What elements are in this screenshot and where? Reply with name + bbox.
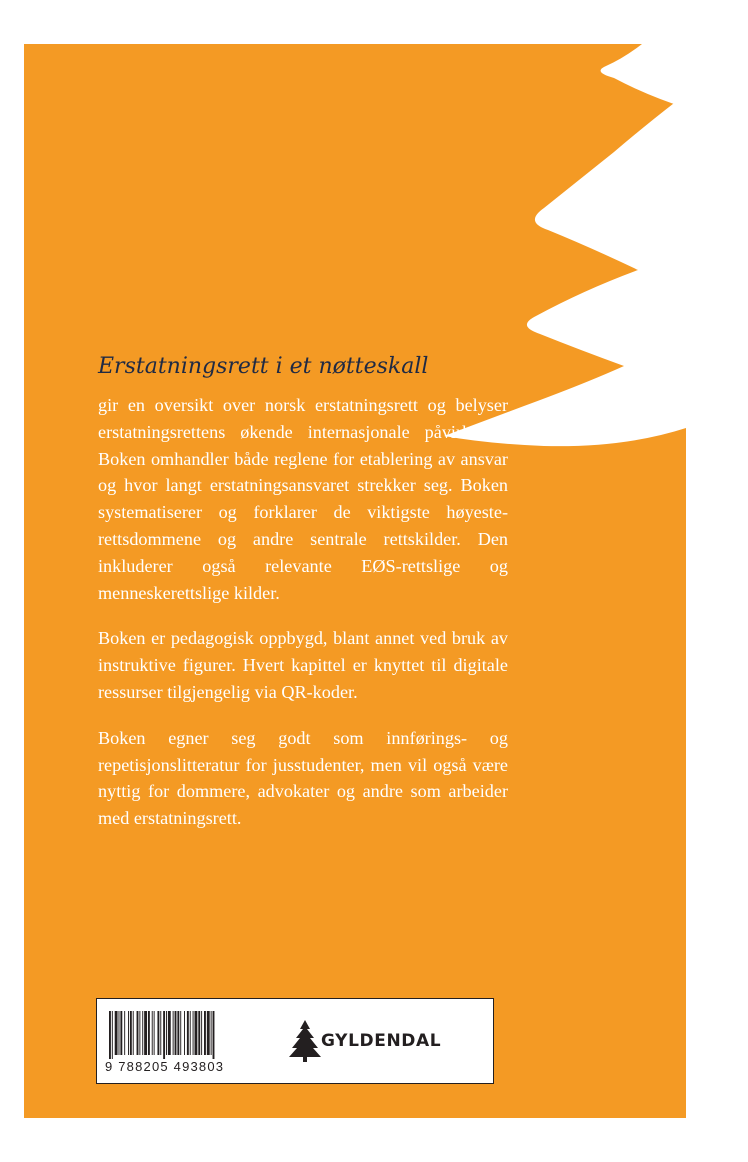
tree-icon [287, 1019, 323, 1063]
book-title: Erstatningsrett i et nøtteskall [98, 354, 429, 379]
barcode-icon [109, 1011, 245, 1059]
blurb-paragraph-2: Boken er pedagogisk oppbygd, blant annet ved bruk av instruktive figurer. Hvert kapittel er knyttet til digitale ressurser tilgjengelig via QR-koder. [98, 628, 508, 702]
blurb-paragraph-1: gir en oversikt over norsk erstatningsrett og belyser erstatningsrettens økende internasjonale påvirkning. Boken omhandler både reglene for etablering av ansvar og hvor langt erstatningsansvaret strekker seg. Boken systematiserer og forklarer de viktigste høyesterettsdommene og andre sentrale rettskilder. Den inkluderer også relevante EØS-rettslige og menneskerettslige kilder. [98, 395, 508, 603]
barcode-box [96, 998, 494, 1084]
blurb-paragraph-3: Boken egner seg godt som innførings- og repetisjonslitteratur for jusstudenter, men vil også være nyttig for dommere, advokater og andre som arbeider med erstatningsrett. [98, 727, 508, 829]
isbn-number: 9 788205 493803 [105, 1059, 225, 1074]
back-cover [24, 44, 686, 1118]
blurb [98, 392, 508, 851]
publisher-name: GYLDENDAL [321, 1031, 442, 1051]
